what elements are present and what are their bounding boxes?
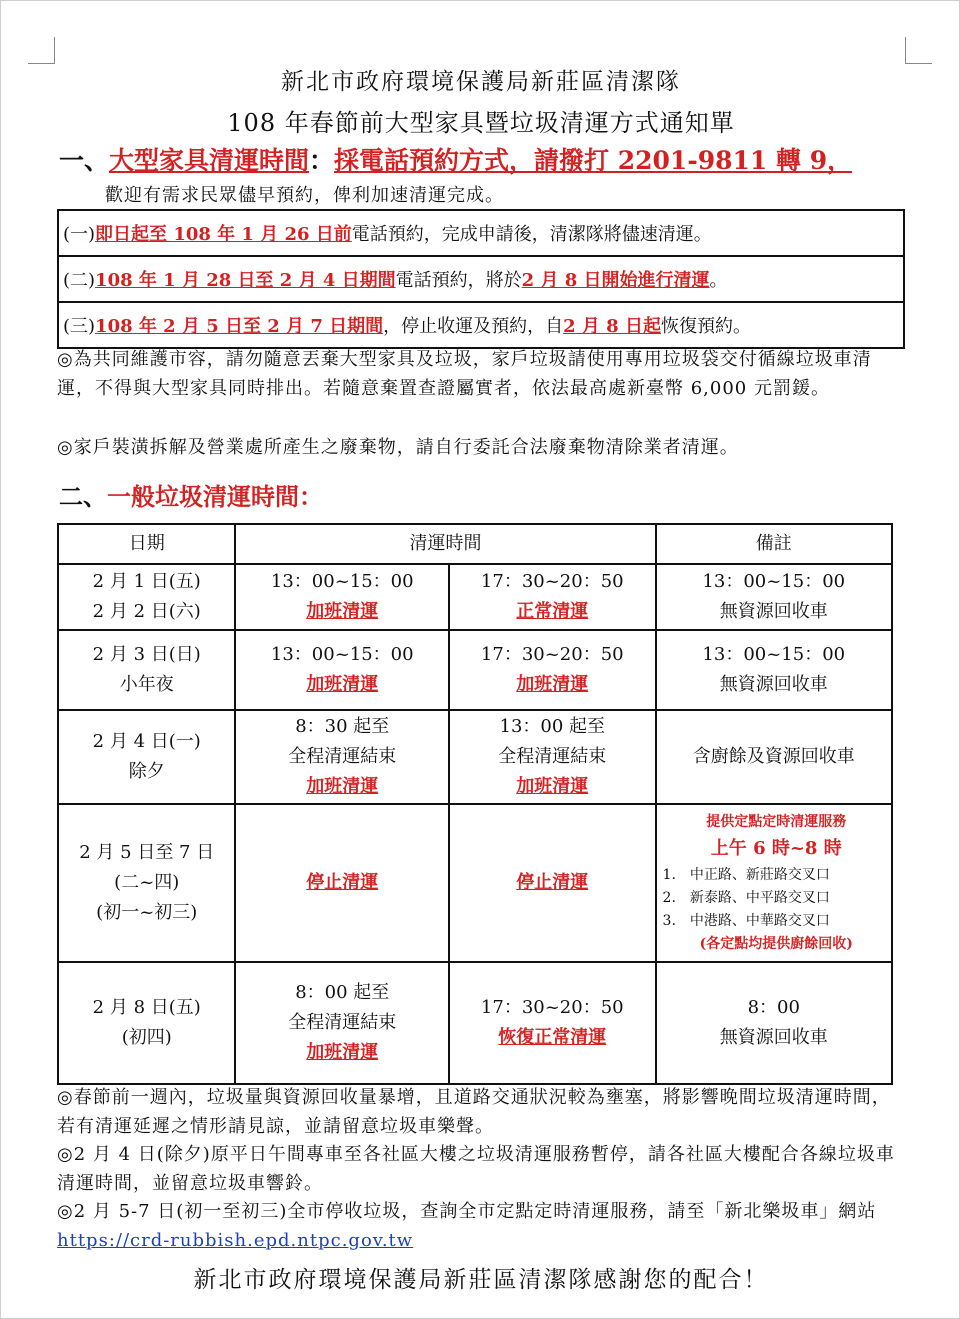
booking-text: 恢復預約。	[660, 316, 751, 337]
time-cell: 停止清運	[449, 804, 656, 962]
note-paragraph: ◎2 月 4 日(除夕)原平日午間專車至各社區大樓之垃圾清運服務暫停，請各社區大樓配合各線垃圾車清運時間，並留意垃圾車響鈴。	[57, 1144, 895, 1194]
corner-mark	[28, 37, 55, 64]
remark-cell: 提供定點定時清運服務 上午 6 時~8 時 1. 中正路、新莊路交叉口 2. 新泰路、中平路交叉口 3. 中港路、中華路交叉口 (各定點均提供廚餘回收)	[656, 804, 892, 962]
table-row	[58, 302, 904, 348]
remark-cell: 含廚餘及資源回收車	[656, 710, 892, 804]
header-remark: 備註	[656, 524, 892, 564]
booking-cell	[58, 256, 904, 302]
remark-cell: 13：00~15：00 無資源回收車	[656, 564, 892, 630]
booking-text: ，停止收運及預約，自	[383, 316, 564, 337]
booking-text: 電話預約，將於	[395, 270, 522, 291]
header-date: 日期	[58, 524, 235, 564]
remark-cell: 13：00~15：00 無資源回收車	[656, 630, 892, 710]
booking-text: 。	[709, 270, 728, 291]
table-row	[58, 210, 904, 256]
note-paragraph: ◎春節前一週內，垃圾量與資源回收量暴增，且道路交通狀況較為壅塞，將影響晚間垃圾清運時間，若有清運延遲之情形請見諒，並請留意垃圾車樂聲。	[57, 1087, 891, 1137]
date-cell: 2 月 4 日(一) 除夕	[58, 710, 235, 804]
section1-subtext: 歡迎有需求民眾儘早預約，俾利加速清運完成。	[105, 185, 504, 206]
booking-table	[57, 209, 905, 349]
section2-prefix: 二、	[59, 482, 107, 511]
section2-title: 一般垃圾清運時間：	[107, 482, 323, 511]
note-paragraph	[57, 1197, 905, 1255]
time-cell: 停止清運	[235, 804, 449, 962]
table-row	[58, 630, 892, 710]
date-cell: 2 月 3 日(日) 小年夜	[58, 630, 235, 710]
section1-colon: ：	[309, 146, 335, 175]
table-row	[58, 564, 892, 630]
date-cell: 2 月 8 日(五) (初四)	[58, 962, 235, 1084]
website-link[interactable]: https://crd-rubbish.epd.ntpc.gov.tw	[57, 1230, 414, 1251]
booking-period: 108 年 1 月 28 日至 2 月 4 日期間	[95, 270, 396, 291]
document-title: 新北市政府環境保護局新莊區清潔隊	[281, 69, 681, 95]
table-row	[58, 256, 904, 302]
booking-period: 108 年 2 月 5 日至 2 月 7 日期間	[95, 316, 384, 337]
table-row	[58, 962, 892, 1084]
booking-cell	[58, 302, 904, 348]
date-cell: 2 月 1 日(五) 2 月 2 日(六)	[58, 564, 235, 630]
section1-method: 採電話預約方式，請撥打 2201-9811 轉 9，	[334, 146, 853, 175]
row-number: (一)	[63, 224, 96, 245]
time-cell: 8：00 起至 全程清運結束 加班清運	[235, 962, 449, 1084]
time-cell: 17：30~20：50 加班清運	[449, 630, 656, 710]
booking-text: 電話預約，完成申請後，清潔隊將儘速清運。	[351, 224, 712, 245]
row-number: (三)	[63, 316, 96, 337]
document-subtitle: 108 年春節前大型家具暨垃圾清運方式通知單	[227, 109, 735, 137]
time-cell: 13：00~15：00 加班清運	[235, 564, 449, 630]
booking-date: 2 月 8 日開始進行清運	[521, 270, 710, 291]
row-number: (二)	[63, 270, 96, 291]
section2-heading	[59, 477, 323, 512]
section1-heading	[59, 141, 852, 177]
time-cell: 13：00~15：00 加班清運	[235, 630, 449, 710]
time-cell: 8：30 起至 全程清運結束 加班清運	[235, 710, 449, 804]
booking-period: 即日起至 108 年 1 月 26 日前	[95, 224, 352, 245]
table-row	[58, 804, 892, 962]
table-row	[58, 710, 892, 804]
time-cell: 17：30~20：50 恢復正常清運	[449, 962, 656, 1084]
time-cell: 13：00 起至 全程清運結束 加班清運	[449, 710, 656, 804]
section1-title: 大型家具清運時間	[109, 146, 310, 175]
note-text: ◎2 月 5-7 日(初一至初三)全市停收垃圾，查詢全市定點定時清運服務，請至「新北樂圾車」網站	[57, 1201, 877, 1222]
note-paragraph: ◎為共同維護市容，請勿隨意丟棄大型家具及垃圾，家戶垃圾請使用專用垃圾袋交付循線垃圾車清運，不得與大型家具同時排出。若隨意棄置查證屬實者，依法最高處新臺幣 6,000 元罰鍰。	[57, 349, 872, 399]
note-paragraph: ◎家戶裝潢拆解及營業處所產生之廢棄物，請自行委託合法廢棄物清除業者清運。	[57, 437, 739, 458]
table-header-row	[58, 524, 892, 564]
footer-thanks: 新北市政府環境保護局新莊區清潔隊感謝您的配合！	[193, 1267, 769, 1293]
corner-mark	[905, 37, 932, 64]
time-cell: 17：30~20：50 正常清運	[449, 564, 656, 630]
header-time: 清運時間	[235, 524, 655, 564]
booking-cell	[58, 210, 904, 256]
date-cell: 2 月 5 日至 7 日 (二~四) (初一~初三)	[58, 804, 235, 962]
section1-prefix: 一、	[59, 146, 110, 175]
remark-cell: 8：00 無資源回收車	[656, 962, 892, 1084]
booking-date: 2 月 8 日起	[563, 316, 661, 337]
schedule-table	[57, 523, 893, 1085]
